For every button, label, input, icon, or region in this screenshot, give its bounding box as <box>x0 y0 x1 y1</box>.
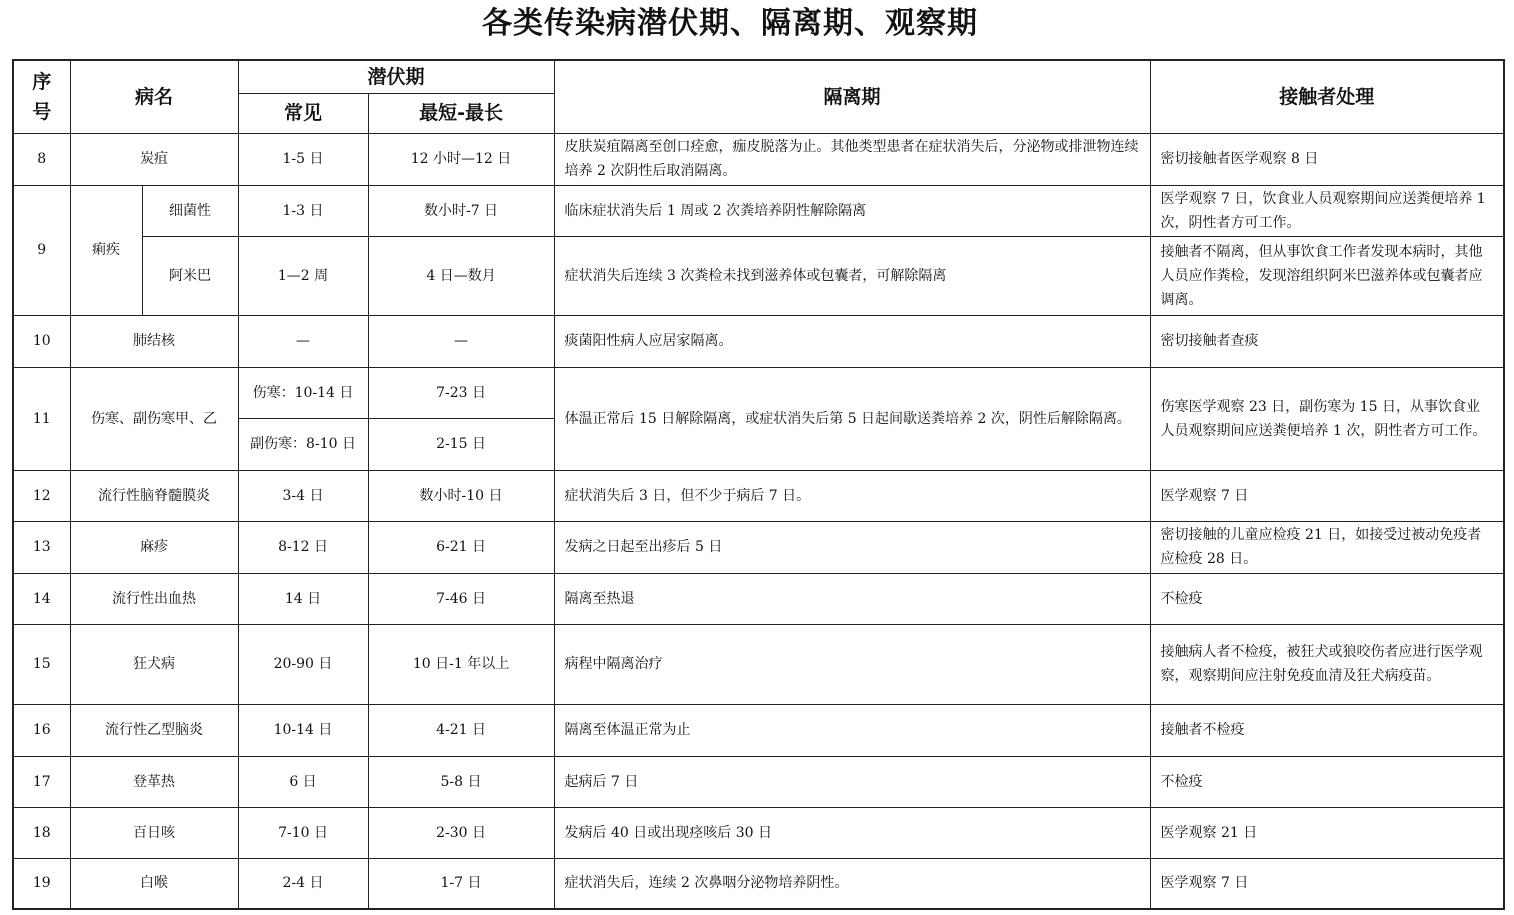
incubation-range-cell: 7-23 日 <box>368 367 554 418</box>
incubation-range-cell: 数小时-7 日 <box>368 185 554 236</box>
seq-cell: 10 <box>13 315 70 367</box>
header-contact: 接触者处理 <box>1150 60 1504 133</box>
header-row <box>13 60 1504 93</box>
incubation-range-cell: 6-21 日 <box>368 521 554 573</box>
isolation-cell: 起病后 7 日 <box>554 756 1150 807</box>
seq-cell: 17 <box>13 756 70 807</box>
disease-subtype-cell: 细菌性 <box>142 185 238 236</box>
contact-cell: 不检疫 <box>1150 573 1504 624</box>
incubation-common-cell: 10-14 日 <box>238 704 368 756</box>
header-isolation: 隔离期 <box>554 60 1150 133</box>
seq-cell: 9 <box>13 185 70 315</box>
seq-cell: 18 <box>13 807 70 858</box>
incubation-common-cell: 20-90 日 <box>238 624 368 704</box>
contact-cell: 医学观察 21 日 <box>1150 807 1504 858</box>
table-row <box>13 858 1504 909</box>
disease-name-cell: 痢疾 <box>70 185 142 315</box>
incubation-common-cell: 3-4 日 <box>238 470 368 521</box>
header-name: 病名 <box>70 60 238 133</box>
disease-name-cell: 流行性出血热 <box>70 573 238 624</box>
contact-cell: 接触者不隔离，但从事饮食工作者发现本病时，其他人员应作粪检，发现溶组织阿米巴滋养体或包囊者应调离。 <box>1150 236 1504 315</box>
isolation-cell: 痰菌阳性病人应居家隔离。 <box>554 315 1150 367</box>
incubation-range-cell: 4-21 日 <box>368 704 554 756</box>
incubation-common-cell: 1—2 周 <box>238 236 368 315</box>
contact-cell: 医学观察 7 日 <box>1150 470 1504 521</box>
incubation-common-cell: 7-10 日 <box>238 807 368 858</box>
table-row <box>13 756 1504 807</box>
isolation-cell: 病程中隔离治疗 <box>554 624 1150 704</box>
incubation-range-cell: 10 日-1 年以上 <box>368 624 554 704</box>
disease-subtype-cell: 阿米巴 <box>142 236 238 315</box>
incubation-range-cell: 7-46 日 <box>368 573 554 624</box>
incubation-common-cell: 1-5 日 <box>238 133 368 185</box>
disease-name-cell: 麻疹 <box>70 521 238 573</box>
incubation-common-cell: — <box>238 315 368 367</box>
contact-cell: 密切接触者查痰 <box>1150 315 1504 367</box>
incubation-range-cell: 1-7 日 <box>368 858 554 909</box>
contact-cell: 接触病人者不检疫，被狂犬或狼咬伤者应进行医学观察，观察期间应注射免疫血清及狂犬病疫苗。 <box>1150 624 1504 704</box>
table-row <box>13 573 1504 624</box>
isolation-cell: 体温正常后 15 日解除隔离，或症状消失后第 5 日起间歇送粪培养 2 次，阴性后解除隔离。 <box>554 367 1150 470</box>
header-common: 常见 <box>238 93 368 133</box>
incubation-range-cell: 4 日—数月 <box>368 236 554 315</box>
contact-cell: 接触者不检疫 <box>1150 704 1504 756</box>
isolation-cell: 发病之日起至出疹后 5 日 <box>554 521 1150 573</box>
seq-cell: 12 <box>13 470 70 521</box>
contact-cell: 密切接触者医学观察 8 日 <box>1150 133 1504 185</box>
isolation-cell: 症状消失后 3 日，但不少于病后 7 日。 <box>554 470 1150 521</box>
contact-cell: 不检疫 <box>1150 756 1504 807</box>
seq-cell: 11 <box>13 367 70 470</box>
table-row <box>13 236 1504 315</box>
table-row <box>13 470 1504 521</box>
seq-cell: 19 <box>13 858 70 909</box>
incubation-common-cell: 1-3 日 <box>238 185 368 236</box>
incubation-common-cell: 6 日 <box>238 756 368 807</box>
table-row <box>13 704 1504 756</box>
disease-name-cell: 百日咳 <box>70 807 238 858</box>
header-range: 最短-最长 <box>368 93 554 133</box>
isolation-cell: 隔离至热退 <box>554 573 1150 624</box>
table-row <box>13 133 1504 185</box>
isolation-cell: 症状消失后连续 3 次粪检未找到滋养体或包囊者，可解除隔离 <box>554 236 1150 315</box>
seq-cell: 16 <box>13 704 70 756</box>
seq-cell: 13 <box>13 521 70 573</box>
table-row <box>13 185 1504 236</box>
contact-cell: 密切接触的儿童应检疫 21 日，如接受过被动免疫者应检疫 28 日。 <box>1150 521 1504 573</box>
incubation-common-cell: 副伤寒：8-10 日 <box>238 418 368 470</box>
isolation-cell: 皮肤炭疽隔离至创口痊愈，痂皮脱落为止。其他类型患者在症状消失后，分泌物或排泄物连续培养 2 次阴性后取消隔离。 <box>554 133 1150 185</box>
isolation-cell: 症状消失后，连续 2 次鼻咽分泌物培养阴性。 <box>554 858 1150 909</box>
incubation-range-cell: 数小时-10 日 <box>368 470 554 521</box>
incubation-common-cell: 8-12 日 <box>238 521 368 573</box>
page-title: 各类传染病潜伏期、隔离期、观察期 <box>482 6 978 41</box>
contact-cell: 医学观察 7 日，饮食业人员观察期间应送粪便培养 1 次，阴性者方可工作。 <box>1150 185 1504 236</box>
disease-table <box>12 59 1505 910</box>
incubation-common-cell: 伤寒：10-14 日 <box>238 367 368 418</box>
contact-cell: 医学观察 7 日 <box>1150 858 1504 909</box>
seq-cell: 8 <box>13 133 70 185</box>
disease-name-cell: 流行性乙型脑炎 <box>70 704 238 756</box>
table-row <box>13 521 1504 573</box>
contact-cell: 伤寒医学观察 23 日，副伤寒为 15 日，从事饮食业人员观察期间应送粪便培养 1 次，阴性者方可工作。 <box>1150 367 1504 470</box>
table-row <box>13 807 1504 858</box>
table-row <box>13 624 1504 704</box>
isolation-cell: 发病后 40 日或出现痉咳后 30 日 <box>554 807 1150 858</box>
disease-name-cell: 流行性脑脊髓膜炎 <box>70 470 238 521</box>
disease-name-cell: 狂犬病 <box>70 624 238 704</box>
seq-cell: 14 <box>13 573 70 624</box>
incubation-range-cell: 2-30 日 <box>368 807 554 858</box>
incubation-range-cell: 12 小时—12 日 <box>368 133 554 185</box>
incubation-common-cell: 2-4 日 <box>238 858 368 909</box>
table-row <box>13 315 1504 367</box>
isolation-cell: 临床症状消失后 1 周或 2 次粪培养阴性解除隔离 <box>554 185 1150 236</box>
seq-cell: 15 <box>13 624 70 704</box>
incubation-common-cell: 14 日 <box>238 573 368 624</box>
disease-name-cell: 伤寒、副伤寒甲、乙 <box>70 367 238 470</box>
header-seq: 序 号 <box>13 60 70 133</box>
disease-name-cell: 炭疽 <box>70 133 238 185</box>
table-row <box>13 367 1504 418</box>
incubation-range-cell: — <box>368 315 554 367</box>
header-incubation: 潜伏期 <box>238 60 554 93</box>
isolation-cell: 隔离至体温正常为止 <box>554 704 1150 756</box>
disease-name-cell: 肺结核 <box>70 315 238 367</box>
incubation-range-cell: 2-15 日 <box>368 418 554 470</box>
disease-name-cell: 登革热 <box>70 756 238 807</box>
incubation-range-cell: 5-8 日 <box>368 756 554 807</box>
disease-name-cell: 白喉 <box>70 858 238 909</box>
